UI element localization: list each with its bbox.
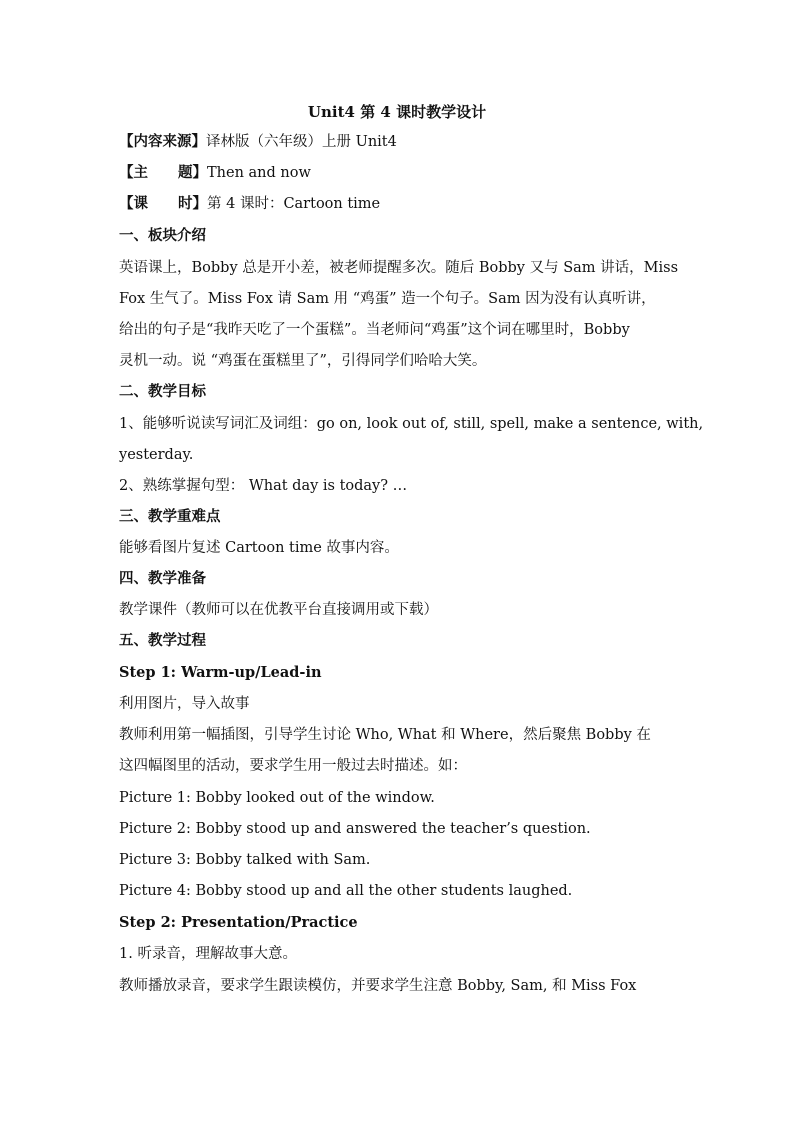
picture-4-line: Picture 4: Bobby stood up and all the other students laughed. [119,883,573,899]
section4-text: 教学课件（教师可以在优教平台直接调用或下载） [119,602,438,618]
topic-line [119,163,679,183]
topic-label-end: 题】 [178,164,207,181]
section1-heading: 一、板块介绍 [119,227,206,244]
step2-line-1: 教师播放录音，要求学生跟读模仿，并要求学生注意 Bobby, Sam, 和 Miss Fox [119,978,637,994]
period-line [119,194,679,214]
section1-line-2: Fox 生气了。Miss Fox 请 Sam 用 “鸡蛋” 造一个句子。Sam 因为没有认真听讲， [119,291,656,307]
section3-text: 能够看图片复述 Cartoon time 故事内容。 [119,540,399,556]
step1-line-2: 这四幅图里的活动，要求学生用一般过去时描述。如： [119,758,467,774]
topic-value: Then and now [207,165,311,181]
picture-1-line: Picture 1: Bobby looked out of the window. [119,790,435,806]
goal1-line-1: 1、能够听说读写词汇及词组：go on, look out of, still, spell, make a sentence, with, [119,416,704,432]
step2-subheading: 1. 听录音，理解故事大意。 [119,946,297,962]
section1-line-3: 给出的句子是“我昨天吃了一个蛋糕”。当老师问“鸡蛋”这个词在哪里时，Bobby [119,322,630,338]
step2-heading: Step 2: Presentation/Practice [119,914,358,931]
source-label: 【内容来源】 [119,133,206,150]
document-title: Unit4 第 4 课时教学设计 [307,103,487,121]
topic-label-start: 【主 [119,164,148,181]
section5-heading: 五、教学过程 [119,632,206,649]
picture-3-line: Picture 3: Bobby talked with Sam. [119,852,371,868]
source-value: 译林版（六年级）上册 Unit4 [206,134,397,150]
picture-2-line: Picture 2: Bobby stood up and answered the teacher’s question. [119,821,591,837]
section2-heading: 二、教学目标 [119,383,206,400]
period-value: 第 4 课时：Cartoon time [207,196,381,212]
step1-line-1: 教师利用第一幅插图，引导学生讨论 Who, What 和 Where，然后聚焦 Bobby 在 [119,727,651,743]
section1-line-4: 灵机一动。说 “鸡蛋在蛋糕里了”，引得同学们哈哈大笑。 [119,353,487,369]
step1-heading: Step 1: Warm-up/Lead-in [119,664,322,681]
section3-heading: 三、教学重难点 [119,508,221,525]
goal2-line: 2、熟练掌握句型： What day is today? … [119,478,408,494]
period-label-end: 时】 [178,195,207,212]
step1-subheading: 利用图片，导入故事 [119,696,250,712]
section1-line-1: 英语课上，Bobby 总是开小差，被老师提醒多次。随后 Bobby 又与 Sam 讲话，Miss [119,260,679,276]
period-label-start: 【课 [119,195,148,212]
goal1-line-2: yesterday. [119,447,194,463]
source-line [119,132,679,152]
section4-heading: 四、教学准备 [119,570,206,587]
